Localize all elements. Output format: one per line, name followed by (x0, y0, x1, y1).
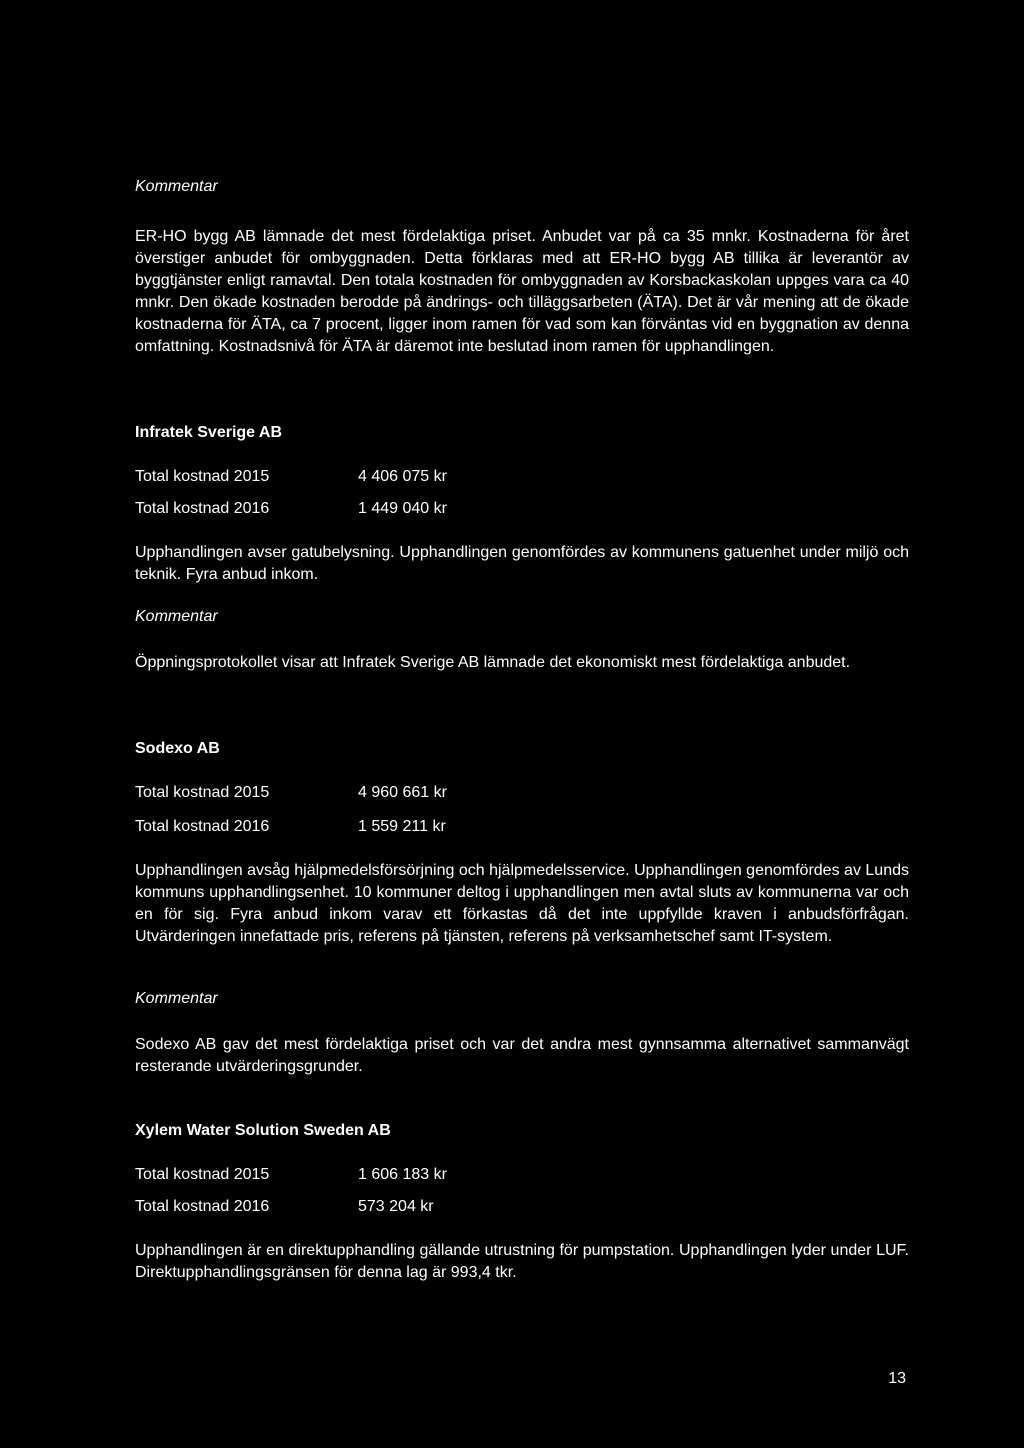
comment-paragraph: Sodexo AB gav det mest fördelaktiga priset och var det andra mest gynnsamma alternativet sammanvägt resterande utvärderingsgrunder. (135, 1036, 909, 1075)
page-number: 13 (888, 1370, 906, 1387)
comment-label: Kommentar (135, 990, 218, 1007)
cost-row (135, 816, 635, 838)
cost-value: 573 204 kr (358, 1198, 434, 1215)
cost-label: Total kostnad 2016 (135, 1198, 270, 1215)
section-heading: Infratek Sverige AB (135, 424, 283, 441)
cost-label: Total kostnad 2016 (135, 818, 270, 835)
description-paragraph: Upphandlingen avsåg hjälpmedelsförsörjning och hjälpmedelsservice. Upphandlingen genomfördes av Lunds kommuns upphandlingsenhet. 10 kommuner deltog i upphandlingen men avtal sluts av kommunerna var och en för sig. Fyra anbud inkom varav ett förkastas då det inte uppfyllde kraven i anbudsförfrågan. Utvärderingen innefattade pris, referens på tjänsten, referens på verksamhetschef samt IT-system. (135, 862, 909, 945)
cost-value: 1 449 040 kr (358, 500, 447, 517)
cost-value: 1 559 211 kr (358, 818, 446, 835)
description-paragraph: Upphandlingen är en direktupphandling gällande utrustning för pumpstation. Upphandlingen lyder under LUF. Direktupphandlingsgränsen för denna lag är 993,4 tkr. (135, 1242, 909, 1281)
comment-paragraph: ER-HO bygg AB lämnade det mest fördelaktiga priset. Anbudet var på ca 35 mnkr. Kostnaderna för året överstiger anbudet för ombyggnaden. Detta förklaras med att ER-HO bygg AB tillika är leverantör av byggtjänster enligt ramavtal. Den totala kostnaden för ombyggnaden av Korsbackaskolan uppges vara ca 40 mnkr. Den ökade kostnaden berodde på ändrings- och tilläggsarbeten (ÄTA). Det är vår mening att de ökade kostnaderna för ÄTA, ca 7 procent, ligger inom ramen för vad som kan förväntas vid en byggnation av denna omfattning. Kostnadsnivå för ÄTA är däremot inte beslutad inom ramen för upphandlingen. (135, 228, 909, 355)
comment-label: Kommentar (135, 178, 218, 195)
cost-value: 4 960 661 kr (358, 784, 447, 801)
cost-label: Total kostnad 2015 (135, 468, 270, 485)
section-heading: Xylem Water Solution Sweden AB (135, 1122, 391, 1139)
cost-value: 4 406 075 kr (358, 468, 447, 485)
cost-row (135, 782, 635, 804)
section-heading: Sodexo AB (135, 740, 220, 757)
cost-label: Total kostnad 2015 (135, 784, 270, 801)
cost-row (135, 466, 635, 488)
description-paragraph: Upphandlingen avser gatubelysning. Upphandlingen genomfördes av kommunens gatuenhet under miljö och teknik. Fyra anbud inkom. (135, 544, 909, 583)
comment-label: Kommentar (135, 608, 218, 625)
cost-label: Total kostnad 2016 (135, 500, 270, 517)
document-page (135, 0, 910, 1448)
comment-paragraph: Öppningsprotokollet visar att Infratek Sverige AB lämnade det ekonomiskt mest fördelaktiga anbudet. (135, 654, 851, 671)
cost-value: 1 606 183 kr (358, 1166, 447, 1183)
cost-row (135, 498, 635, 520)
cost-label: Total kostnad 2015 (135, 1166, 270, 1183)
cost-row (135, 1164, 635, 1186)
cost-row (135, 1196, 635, 1218)
